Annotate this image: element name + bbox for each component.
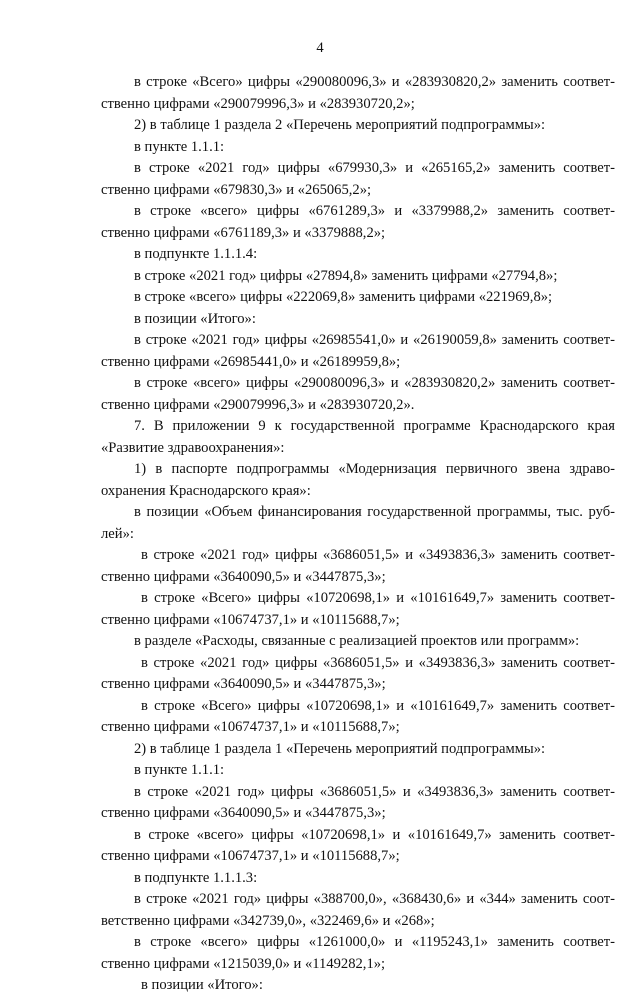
text-line: в строке «2021 год» цифры «679930,3» и «265165,2» заменить соответ- xyxy=(134,160,615,176)
document-body xyxy=(101,72,615,997)
text-line: ственно цифрами «3640090,5» и «3447875,3»; xyxy=(101,676,386,692)
text-line: в строке «2021 год» цифры «3686051,5» и «3493836,3» заменить соответ- xyxy=(134,783,615,800)
text-line: 1) в паспорте подпрограммы «Модернизация первичного звена здраво- xyxy=(134,461,615,477)
text-line: ственно цифрами «10674737,1» и «10115688,7»; xyxy=(101,611,400,628)
text-line: охранения Краснодарского края»: xyxy=(101,482,311,499)
text-line: в строке «Всего» цифры «290080096,3» и «283930820,2» заменить соответ- xyxy=(134,74,615,90)
text-line: в позиции «Объем финансирования государственной программы, тыс. руб- xyxy=(134,504,615,520)
text-line: ственно цифрами «3640090,5» и «3447875,3»; xyxy=(101,805,386,821)
text-line: в строке «2021 год» цифры «388700,0», «368430,6» и «344» заменить соот- xyxy=(134,891,615,907)
text-line: ственно цифрами «290079996,3» и «283930720,2»; xyxy=(101,95,415,112)
text-line: в разделе «Расходы, связанные с реализацией проектов или программ»: xyxy=(134,633,580,649)
text-line: ственно цифрами «6761189,3» и «3379888,2»; xyxy=(101,224,386,241)
text-line: в строке «Всего» цифры «10720698,1» и «10161649,7» заменить соответ- xyxy=(141,590,615,606)
text-line: ственно цифрами «26985441,0» и «26189959,8»; xyxy=(101,353,401,370)
text-line: в пункте 1.1.1: xyxy=(134,762,225,778)
text-line: ственно цифрами «10674737,1» и «10115688,7»; xyxy=(101,719,400,735)
text-line: ветственно цифрами «342739,0», «322469,6» и «268»; xyxy=(101,912,435,929)
text-line: в подпункте 1.1.1.3: xyxy=(134,869,258,886)
text-line: в строке «2021 год» цифры «3686051,5» и «3493836,3» заменить соответ- xyxy=(141,654,615,671)
text-line: 2) в таблице 1 раздела 1 «Перечень мероприятий подпрограммы»: xyxy=(134,740,546,757)
text-line: ственно цифрами «3640090,5» и «3447875,3»; xyxy=(101,568,386,585)
text-line: в строке «2021 год» цифры «27894,8» заменить цифрами «27794,8»; xyxy=(134,267,558,284)
text-line: лей»: xyxy=(101,525,134,542)
text-line: ственно цифрами «1215039,0» и «1149282,1»; xyxy=(101,955,386,972)
text-line: в строке «всего» цифры «290080096,3» и «283930820,2» заменить соответ- xyxy=(134,375,615,391)
text-line: «Развитие здравоохранения»: xyxy=(101,439,285,456)
text-line: в строке «всего» цифры «6761289,3» и «3379988,2» заменить соответ- xyxy=(134,203,615,219)
text-line: ственно цифрами «679830,3» и «265065,2»; xyxy=(101,181,372,198)
text-line: в строке «всего» цифры «1261000,0» и «1195243,1» заменить соответ- xyxy=(134,934,615,950)
text-line: в строке «Всего» цифры «10720698,1» и «10161649,7» заменить соответ- xyxy=(141,697,615,714)
text-line: в строке «всего» цифры «222069,8» заменить цифрами «221969,8»; xyxy=(134,289,553,305)
text-line: в строке «2021 год» цифры «3686051,5» и «3493836,3» заменить соответ- xyxy=(141,547,615,563)
text-line: в подпункте 1.1.1.4: xyxy=(134,246,258,262)
text-line: в позиции «Итого»: xyxy=(134,310,256,327)
text-line: в строке «всего» цифры «10720698,1» и «10161649,7» заменить соответ- xyxy=(134,826,615,843)
text-line: в позиции «Итого»: xyxy=(141,977,263,993)
text-line: 7. В приложении 9 к государственной программе Краснодарского края xyxy=(134,418,615,434)
text-line: 2) в таблице 1 раздела 2 «Перечень мероприятий подпрограммы»: xyxy=(134,117,546,133)
text-line: ственно цифрами «10674737,1» и «10115688,7»; xyxy=(101,848,400,864)
text-line: ственно цифрами «290079996,3» и «283930720,2». xyxy=(101,396,415,413)
page-number: 4 xyxy=(316,40,324,56)
text-line: в строке «2021 год» цифры «26985541,0» и «26190059,8» заменить соответ- xyxy=(134,332,615,348)
text-line: в пункте 1.1.1: xyxy=(134,138,225,155)
